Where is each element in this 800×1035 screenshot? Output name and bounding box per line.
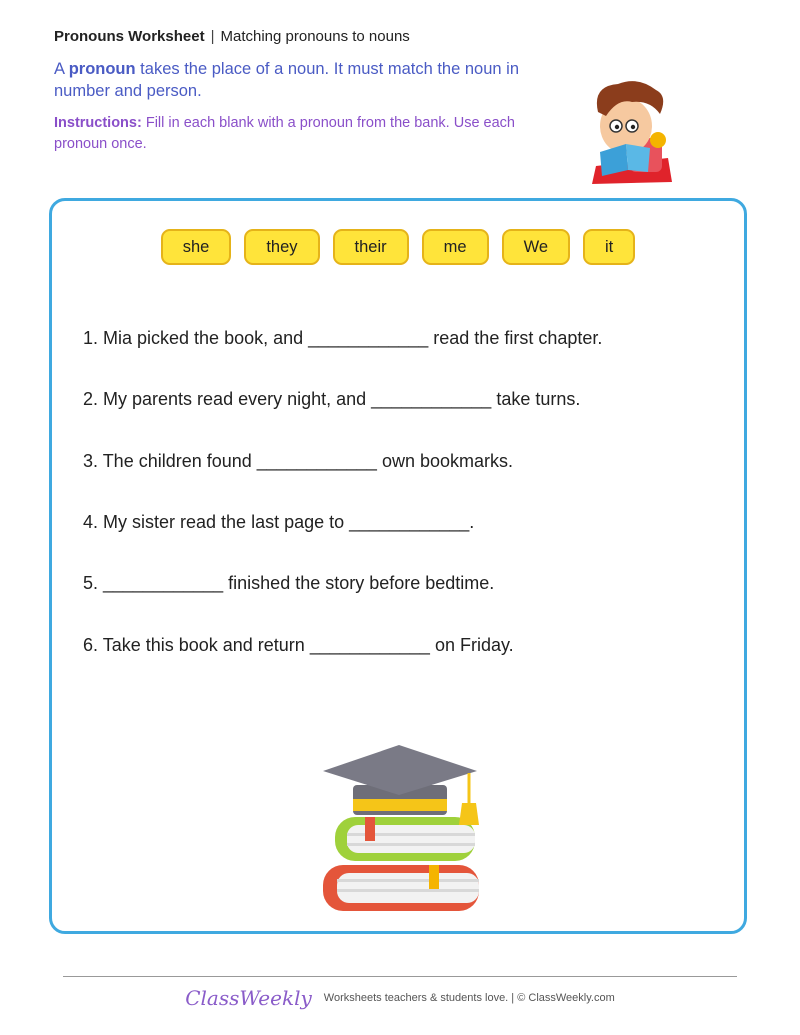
word-bank (52, 229, 744, 265)
question-1-before: 1. Mia picked the book, and (83, 328, 309, 348)
intro-after: takes the place of a noun. It must match the noun in number and person. (54, 60, 519, 100)
answer-blank-5[interactable]: ____________ (103, 573, 224, 593)
question-6-after: on Friday. (429, 635, 514, 655)
question-2 (83, 389, 580, 410)
question-1 (83, 328, 602, 349)
brand-logo[interactable]: ClassWeekly (185, 986, 312, 1010)
question-4-before: 4. My sister read the last page to (83, 512, 350, 532)
header-separator: | (210, 28, 215, 45)
word-chip-they[interactable]: they (244, 229, 319, 265)
answer-blank-3[interactable]: ____________ (256, 451, 377, 471)
instructions (54, 113, 524, 155)
question-1-after: read the first chapter. (428, 328, 603, 348)
question-2-before: 2. My parents read every night, and (83, 389, 372, 409)
word-chip-she[interactable]: she (161, 229, 232, 265)
question-6-before: 6. Take this book and return (83, 635, 310, 655)
footer-tagline: Worksheets teachers & students love. | © ClassWeekly.com (323, 992, 615, 1004)
question-3 (83, 451, 513, 472)
question-3-after: own bookmarks. (376, 451, 513, 471)
worksheet-title: Pronouns Worksheet (54, 28, 205, 45)
instructions-label: Instructions: (54, 115, 142, 131)
word-chip-me[interactable]: me (422, 229, 489, 265)
question-5-before: 5. (83, 573, 104, 593)
answer-blank-4[interactable]: ____________ (349, 512, 470, 532)
answer-blank-1[interactable]: ____________ (308, 328, 429, 348)
answer-blank-2[interactable]: ____________ (371, 389, 492, 409)
instructions-text: Fill in each blank with a pronoun from the bank. Use each pronoun once. (54, 115, 515, 152)
worksheet-subtitle: Matching pronouns to nouns (220, 28, 410, 45)
question-5-after: finished the story before bedtime. (223, 573, 495, 593)
word-chip-we[interactable]: We (502, 229, 570, 265)
footer (0, 986, 800, 1010)
question-5 (83, 573, 494, 594)
intro-keyword: pronoun (68, 60, 136, 78)
page-header (54, 28, 410, 45)
boy-reading-icon (588, 78, 680, 186)
question-6 (83, 635, 514, 656)
footer-divider (63, 976, 737, 977)
intro-text (54, 58, 554, 102)
question-3-before: 3. The children found (83, 451, 257, 471)
word-chip-it[interactable]: it (583, 229, 635, 265)
question-4-after: . (469, 512, 475, 532)
intro-before: A (54, 60, 69, 78)
exercise-panel (49, 198, 747, 934)
word-chip-their[interactable]: their (333, 229, 409, 265)
question-2-after: take turns. (491, 389, 581, 409)
question-4 (83, 512, 474, 533)
answer-blank-6[interactable]: ____________ (309, 635, 430, 655)
graduation-cap-books-icon (319, 741, 483, 917)
